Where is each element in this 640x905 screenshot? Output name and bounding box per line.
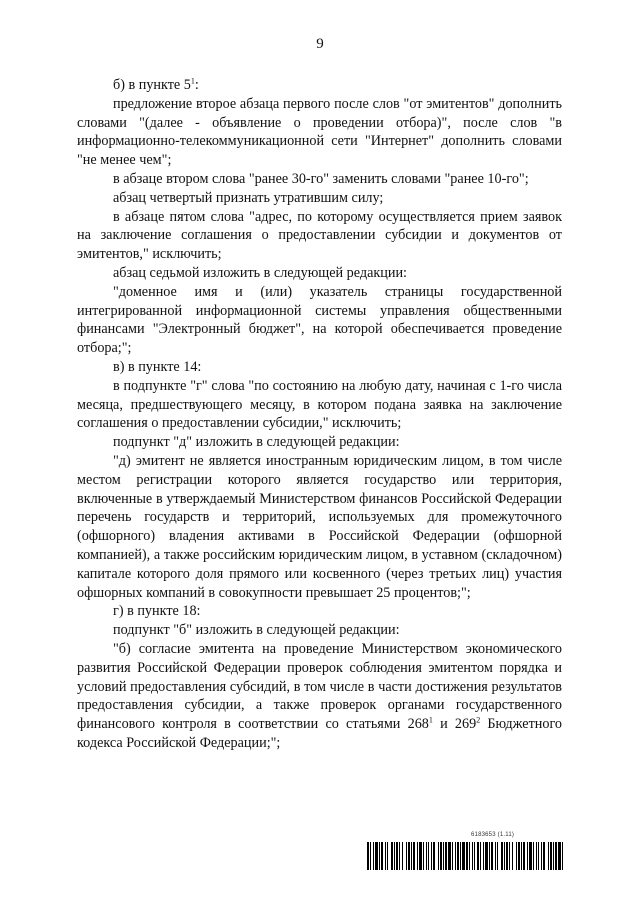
barcode (367, 842, 563, 870)
paragraph-g-point-18: г) в пункте 18: (113, 603, 201, 620)
paragraph: предложение второе абзаца первого после слов "от эмитентов" дополнить словами "(далее - объявление о проведении отбора)", после слов "в информационно-телекоммуникационной сети "Интернет" дополнить словами "не менее чем"; (77, 95, 562, 169)
paragraph: подпункт "д" изложить в следующей редакции: (113, 434, 400, 451)
paragraph: в абзаце втором слова "ранее 30-го" заменить словами "ранее 10-го"; (113, 170, 529, 187)
paragraph: подпункт "б" изложить в следующей редакции: (113, 622, 400, 639)
document-body (77, 76, 562, 753)
paragraph: в подпункте "г" слова "по состоянию на любую дату, начиная с 1-го числа месяца, предшествующего месяцу, в котором подана заявка на заключение соглашения о предоставлении субсидии," исключить; (77, 377, 562, 432)
paragraph: абзац четвертый признать утратившим силу; (113, 189, 384, 206)
page-number: 9 (316, 36, 324, 52)
document-id: 6183653 (1.11) (471, 832, 515, 838)
paragraph: "доменное имя и (или) указатель страницы государственной интегрированной информационной системы управления общественными финансами "Электронный бюджет", на которой обеспечивается проведение отбора;"; (77, 283, 562, 357)
paragraph: "б) согласие эмитента на проведение Министерством экономического развития Российской Федерации проверок соблюдения эмитентом порядка и условий предоставления субсидий, в том числе в части достижения результатов предоставления субсидии, а также проверок органами государственного финансового контроля в соответствии со статьями $268^1$ и $269^2$ Бюджетного кодекса Российской Федерации;"; (77, 640, 563, 751)
paragraph: "д) эмитент не является иностранным юридическим лицом, в том числе местом регистрации которого является государство или территория, включенные в утверждаемый Министерством финансов Российской Федерации перечень государств и территорий, используемых для промежуточного (офшорного) владения активами в Российской Федерации (офшорной компанией), а также российским юридическим лицом, в уставном (складочном) капитале которого доля прямого или косвенного (через третьих лиц) участия офшорных компаний в совокупности превышает 25 процентов;"; (77, 452, 562, 601)
paragraph-b-point-5-1: б) в пункте $5^1$: (113, 76, 199, 93)
paragraph: абзац седьмой изложить в следующей редакции: (113, 264, 408, 281)
paragraph: в абзаце пятом слова "адрес, по которому осуществляется прием заявок на заключение соглашения о предоставлении субсидии и документов от эмитентов," исключить; (77, 208, 562, 263)
paragraph-v-point-14: в) в пункте 14: (113, 358, 202, 375)
